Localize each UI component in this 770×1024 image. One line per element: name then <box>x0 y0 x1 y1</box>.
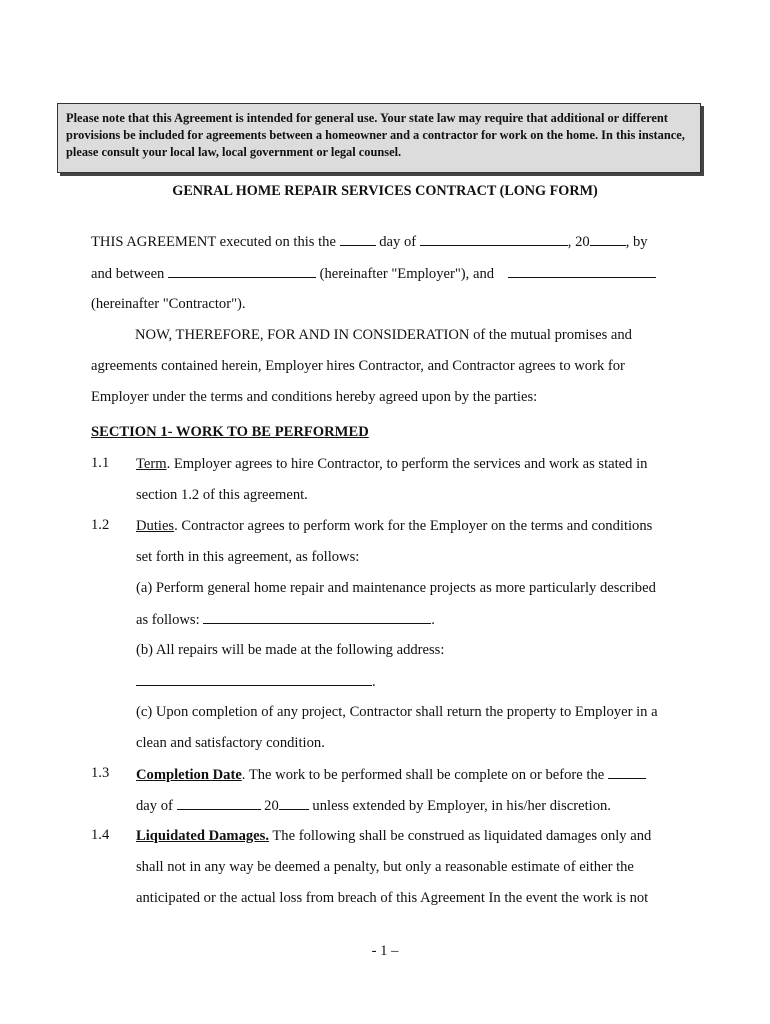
clause-1-2-b-line-1: (b) All repairs will be made at the following address: <box>136 642 445 658</box>
clause-1-4-line-3: anticipated or the actual loss from breach of this Agreement In the event the work is not <box>136 890 649 906</box>
clause-1-1-line-1: Term. Employer agrees to hire Contractor, to perform the services and work as stated in <box>136 456 648 472</box>
completion-year-blank[interactable] <box>279 796 309 810</box>
completion-day-blank[interactable] <box>608 765 646 779</box>
page-number: - 1 – <box>371 943 399 959</box>
consideration-line-1: NOW, THEREFORE, FOR AND IN CONSIDERATION of the mutual promises and <box>135 327 632 343</box>
consideration-line-3: Employer under the terms and conditions hereby agreed upon by the parties: <box>91 389 538 405</box>
year-blank[interactable] <box>590 232 626 246</box>
preamble-line-1: THIS AGREEMENT executed on this the day of , 20 , by <box>91 234 648 250</box>
section-1-heading: SECTION 1- WORK TO BE PERFORMED <box>91 424 369 440</box>
clause-1-3-line-1: Completion Date. The work to be performed shall be complete on or before the <box>136 765 646 784</box>
repair-address-blank[interactable] <box>136 672 372 686</box>
project-description-blank[interactable] <box>203 610 431 624</box>
clause-1-2-a-line-1: (a) Perform general home repair and maintenance projects as more particularly described <box>136 580 656 596</box>
clause-1-2-a-line-2: as follows: . <box>136 612 435 628</box>
month-blank[interactable] <box>420 232 568 246</box>
clause-1-3-number: 1.3 <box>91 765 110 781</box>
clause-1-4-number: 1.4 <box>91 827 110 843</box>
document-title: GENRAL HOME REPAIR SERVICES CONTRACT (LONG FORM) <box>172 183 598 199</box>
preamble-line-2: and between (hereinafter "Employer"), and <box>91 264 656 283</box>
clause-1-2-line-1: Duties. Contractor agrees to perform work for the Employer on the terms and conditions <box>136 518 653 534</box>
clause-1-2-b-line-2: . <box>136 672 376 691</box>
notice-box <box>57 103 701 173</box>
day-blank[interactable] <box>340 232 376 246</box>
clause-1-1-line-2: section 1.2 of this agreement. <box>136 487 308 503</box>
clause-1-4-line-2: shall not in any way be deemed a penalty, but only a reasonable estimate of either the <box>136 859 634 875</box>
notice-text: Please note that this Agreement is intended for general use. Your state law may require that additional or different provisions be included for agreements between a homeowner and a contractor for work on the home. In this instance, please consult your local law, local government or legal counsel. <box>66 111 685 159</box>
clause-1-2-number: 1.2 <box>91 517 110 533</box>
clause-1-4-line-1: Liquidated Damages. The following shall be construed as liquidated damages only and <box>136 828 652 844</box>
clause-1-2-line-2: set forth in this agreement, as follows: <box>136 549 360 565</box>
consideration-line-2: agreements contained herein, Employer hires Contractor, and Contractor agrees to work for <box>91 358 625 374</box>
contractor-name-blank[interactable] <box>508 264 656 278</box>
completion-month-blank[interactable] <box>177 796 261 810</box>
employer-name-blank[interactable] <box>168 264 316 278</box>
preamble-line-3: (hereinafter "Contractor"). <box>91 296 246 312</box>
clause-1-1-number: 1.1 <box>91 455 110 471</box>
clause-1-2-c-line-2: clean and satisfactory condition. <box>136 735 325 751</box>
clause-1-3-line-2: day of 20 unless extended by Employer, in his/her discretion. <box>136 798 611 814</box>
clause-1-2-c-line-1: (c) Upon completion of any project, Contractor shall return the property to Employer in a <box>136 704 658 720</box>
